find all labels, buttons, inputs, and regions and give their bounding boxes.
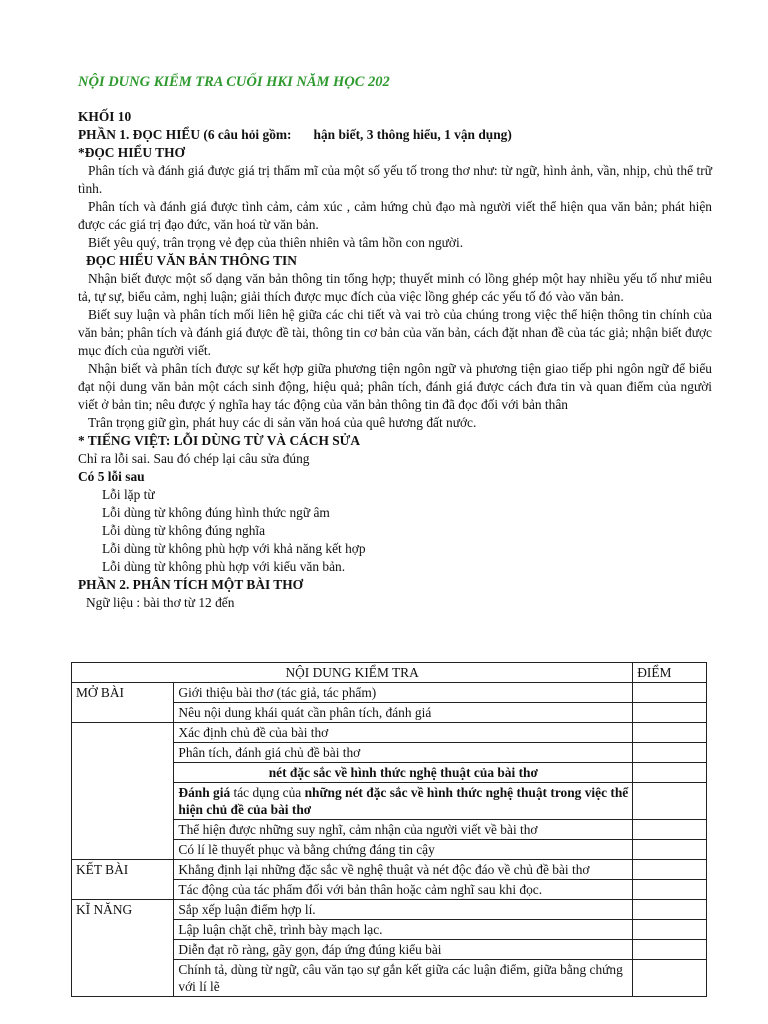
errors-heading: Có 5 lỗi sau [78, 469, 145, 484]
part1-heading-a: PHẦN 1. ĐỌC HIỂU (6 câu hỏi gồm: [78, 127, 292, 142]
info-paragraph: Biết suy luận và phân tích mối liên hệ giữa các chi tiết và vai trò của chúng trong việc thể hiện thông tin chính của văn bản; phân tích và đánh giá được đề tài, thông tin cơ bản của văn bản, cách đặt nhan đề của tác giả; nhận biết được mục đích của người viết. [78, 307, 712, 358]
grade-heading: KHỐI 10 [78, 109, 132, 124]
criterion-cell: Khẳng định lại những đặc sắc về nghệ thuật và nét độc đáo về chủ đề bài thơ [174, 860, 633, 880]
info-paragraph: Nhận biết và phân tích được sự kết hợp giữa phương tiện ngôn ngữ và phương tiện giao tiếp phi ngôn ngữ để biểu đạt nội dung văn bản một cách sinh động, hiệu quả; phân tích, đánh giá được cách đưa tin và quan điểm của người viết ở bản tin; nêu được ý nghĩa hay tác động của văn bản thông tin đã đọc đối với bản thân [78, 361, 712, 412]
error-item: Lỗi dùng từ không đúng nghĩa [102, 523, 266, 538]
score-cell [633, 783, 707, 820]
document-title: NỘI DUNG KIỂM TRA CUỐI HKI NĂM HỌC 202 [78, 74, 390, 90]
section-label-mo-bai: MỞ BÀI [72, 683, 174, 723]
criterion-cell: Phân tích, đánh giá chủ đề bài thơ [174, 743, 633, 763]
info-heading: ĐỌC HIỂU VĂN BẢN THÔNG TIN [86, 253, 297, 268]
header-content-cell: NỘI DUNG KIỂM TRA [72, 663, 633, 683]
score-cell [633, 723, 707, 743]
criterion-normal: tác dụng của [230, 785, 305, 800]
part1-heading-b: hận biết, 3 thông hiểu, 1 vận dụng) [313, 127, 512, 142]
criterion-cell [174, 783, 633, 820]
score-cell [633, 960, 707, 997]
error-item: Lỗi dùng từ không phù hợp với kiểu văn bản. [102, 559, 346, 574]
poetry-heading: *ĐỌC HIỂU THƠ [78, 145, 185, 160]
part2-material: Ngữ liệu : bài thơ từ 12 đến [86, 595, 235, 610]
error-item: Lỗi lặp từ [102, 487, 155, 502]
header-score-cell: ĐIỂM [633, 663, 707, 683]
table-row [72, 683, 707, 703]
error-item: Lỗi dùng từ không phù hợp với khả năng kết hợp [102, 541, 366, 556]
criterion-cell: Nêu nội dung khái quát cần phân tích, đánh giá [174, 703, 633, 723]
score-cell [633, 703, 707, 723]
criterion-cell: Thể hiện được những suy nghĩ, cảm nhận của người viết về bài thơ [174, 820, 633, 840]
table-header-row [72, 663, 707, 683]
criterion-cell: Giới thiệu bài thơ (tác giả, tác phẩm) [174, 683, 633, 703]
table-row [72, 900, 707, 920]
score-cell [633, 820, 707, 840]
score-cell [633, 920, 707, 940]
score-cell [633, 900, 707, 920]
criterion-cell: Lập luận chặt chẽ, trình bày mạch lạc. [174, 920, 633, 940]
poetry-paragraph: Phân tích và đánh giá được tình cảm, cảm xúc , cảm hứng chủ đạo mà người viết thể hiện qua văn bản; phát hiện được các giá trị đạo đức, văn hoá từ văn bản. [78, 199, 712, 232]
rubric-table [71, 662, 707, 997]
criterion-cell: Sắp xếp luận điểm hợp lí. [174, 900, 633, 920]
score-cell [633, 763, 707, 783]
info-paragraph: Trân trọng giữ gìn, phát huy các di sản văn hoá của quê hương đất nước. [88, 415, 477, 430]
criterion-bold-b: những nét đặc sắc về hình thức nghệ thuật trong việc thể hiện chủ đề của bài thơ [178, 785, 629, 817]
error-item: Lỗi dùng từ không đúng hình thức ngữ âm [102, 505, 330, 520]
section-label-ki-nang: KĨ NĂNG [72, 900, 174, 997]
section-label-ket-bai: KẾT BÀI [72, 860, 174, 900]
score-cell [633, 743, 707, 763]
criterion-cell: nét đặc sắc về hình thức nghệ thuật của bài thơ [174, 763, 633, 783]
criterion-bold-a: Đánh giá [178, 785, 231, 800]
poetry-paragraph: Phân tích và đánh giá được giá trị thẩm mĩ của một số yếu tố trong thơ như: từ ngữ, hình ảnh, vần, nhịp, chủ thể trữ tình. [78, 163, 712, 196]
part2-heading: PHẦN 2. PHÂN TÍCH MỘT BÀI THƠ [78, 577, 304, 592]
criterion-cell: Xác định chủ đề của bài thơ [174, 723, 633, 743]
score-cell [633, 940, 707, 960]
score-cell [633, 860, 707, 880]
criterion-cell: Có lí lẽ thuyết phục và bằng chứng đáng tin cậy [174, 840, 633, 860]
criterion-cell: Diễn đạt rõ ràng, gãy gọn, đáp ứng đúng kiểu bài [174, 940, 633, 960]
vietnamese-instruction: Chỉ ra lỗi sai. Sau đó chép lại câu sửa đúng [78, 451, 310, 466]
score-cell [633, 683, 707, 703]
criterion-cell: Chính tả, dùng từ ngữ, câu văn tạo sự gắn kết giữa các luận điểm, giữa bằng chứng với lí lẽ [174, 960, 633, 997]
table-row [72, 723, 707, 743]
section-label-body [72, 723, 174, 860]
criterion-cell: Tác động của tác phẩm đối với bản thân hoặc cảm nghĩ sau khi đọc. [174, 880, 633, 900]
score-cell [633, 880, 707, 900]
table-row [72, 860, 707, 880]
part1-heading [78, 126, 712, 144]
info-paragraph: Nhận biết được một số dạng văn bản thông tin tổng hợp; thuyết minh có lồng ghép một hay nhiều yếu tố như miêu tả, tự sự, biểu cảm, nghị luận; giải thích được mục đích của việc lồng ghép các yếu tố đó vào văn bản. [78, 271, 712, 304]
poetry-paragraph: Biết yêu quý, trân trọng vẻ đẹp của thiên nhiên và tâm hồn con người. [88, 235, 464, 250]
document-body [78, 108, 712, 612]
score-cell [633, 840, 707, 860]
vietnamese-heading: * TIẾNG VIỆT: LỖI DÙNG TỪ VÀ CÁCH SỬA [78, 433, 360, 448]
